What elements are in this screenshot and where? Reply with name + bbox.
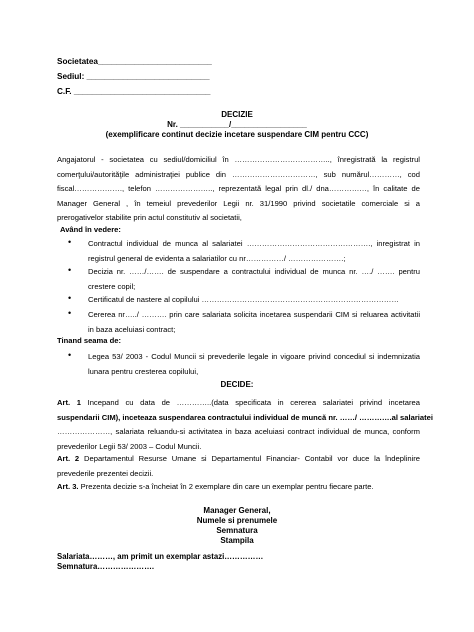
item-line: Cererea nr…../ ………. prin care salariata solicita incetarea suspendarii CIM si reluarea activitatii xyxy=(88,310,420,319)
considering-item xyxy=(88,265,420,294)
bullet-icon: • xyxy=(68,237,72,247)
considering-item xyxy=(88,308,420,337)
signature-name: Numele si prenumele xyxy=(196,516,278,525)
address-field: Sediul: ___________________________ xyxy=(57,72,210,81)
article-text: prevederilor Legii 53/ 2003 – Codul Muncii. xyxy=(57,441,202,451)
document-title: DECIZIE xyxy=(221,110,253,119)
bullet-icon: • xyxy=(68,293,72,303)
article-label: Art. 1 xyxy=(57,398,81,407)
document-subtitle: (exemplificare continut decizie incetare suspendare CIM pentru CCC) xyxy=(105,130,369,139)
bullet-icon: • xyxy=(68,265,72,275)
article-label: Art. 3. xyxy=(57,482,79,491)
item-line: Legea 53/ 2003 - Codul Muncii si prevederile legale in vigoare privind concediul si indemnizatia xyxy=(88,352,420,361)
document-number: Nr. ___________/_________________ xyxy=(167,120,307,129)
bullet-icon: • xyxy=(68,350,72,360)
article-text: suspendarii CIM), inceteaza suspendarea contractului individual de muncă nr. ……/ ………….al salariatei xyxy=(57,412,433,422)
signature-title: Manager General, xyxy=(203,506,271,515)
fiscal-code-field: C.F. ______________________________ xyxy=(57,87,211,96)
article-text: …………………, salariata reluandu-si activitatea in baza aceluiasi contract individual de munca, conform xyxy=(57,427,420,437)
item-line: crestere copil; xyxy=(88,281,136,291)
decide-heading: DECIDE: xyxy=(220,380,254,389)
article-1 xyxy=(57,396,433,454)
item-line: registrul general de evidenta a salariatilor cu nr……………/ ………………….; xyxy=(88,253,346,263)
item-line: Contractul individual de munca al salariatei …………………………………………., inregistrat in xyxy=(88,239,420,248)
signature-sign: Semnatura xyxy=(216,526,258,535)
employee-signature-line: Semnatura…………………. xyxy=(57,562,155,571)
intro-line: comerţului/autorităţile administraţiei publice din ……………………………, sub numărul…………, cod xyxy=(57,169,420,179)
article-text: Incepand cu data de …………..(data specificata in cererea salariatei privind incetarea xyxy=(80,398,420,407)
article-text: prevederile prezentei decizii. xyxy=(57,468,154,478)
taking-into-account-heading: Tinand seama de: xyxy=(57,336,122,345)
employee-receipt-line: Salariata………, am primit un exemplar astazi…………… xyxy=(57,552,264,561)
intro-paragraph xyxy=(57,153,420,226)
considering-heading: Având în vedere: xyxy=(60,225,121,234)
considering-item xyxy=(88,237,420,266)
item-line: lunara pentru cresterea copilului, xyxy=(88,366,199,376)
article-text: Prezenta decizie s-a încheiat în 2 exemplare din care un exemplar pentru fiecare parte. xyxy=(78,482,374,491)
article-label: Art. 2 xyxy=(57,454,80,463)
article-2 xyxy=(57,452,420,481)
item-line: Certificatul de nastere al copilului …………………………………………………………………… xyxy=(88,295,399,304)
intro-line: fiscal………………., telefon ………………….., reprezentată legal prin dl./ dna……………, în calitate de xyxy=(57,184,420,194)
intro-line: Angajatorul - societatea cu sediul/domiciliul în ……………………………….., înregistrată la registrul xyxy=(57,155,420,164)
taking-into-account-item xyxy=(88,350,420,379)
intro-line: Manager General , în temeiul prevederilor Legii nr. 31/1990 privind societatile comerciale si a xyxy=(57,198,420,208)
signature-stamp: Stampila xyxy=(220,536,254,545)
company-field: Societatea_________________________ xyxy=(57,57,212,66)
bullet-icon: • xyxy=(68,308,72,318)
article-text: Departamentul Resurse Umane si Departamentul Financiar- Contabil vor duce la îndeplinire xyxy=(79,454,420,463)
article-3 xyxy=(57,480,420,495)
considering-item xyxy=(88,293,420,308)
intro-line: prerogativelor stabilite prin actul constitutiv al societatii, xyxy=(57,213,242,223)
item-line: in baza aceluiasi contract; xyxy=(88,324,176,334)
item-line: Decizia nr. ……/……. de suspendare a contractului individual de munca nr. …./ ……. pentru xyxy=(88,267,420,276)
